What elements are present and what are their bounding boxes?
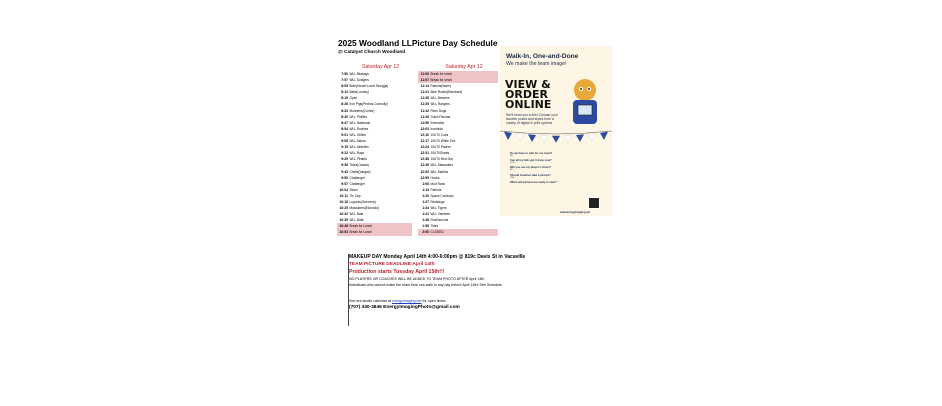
slot-time: 8:19 (341, 96, 348, 101)
slot-time: 1:41 (422, 212, 429, 217)
slot-time: 9:29 (341, 157, 348, 162)
team-name: WLL Marauders (430, 163, 454, 168)
slot-time: 8:05 (341, 84, 348, 89)
team-name: Marauders(Elizondo) (349, 206, 380, 211)
slot-time: 1:13 (422, 187, 429, 192)
faq-question: Do we have to wait for our team? (510, 152, 553, 155)
schedule-row (337, 229, 412, 235)
team-name: WLL Bluejays (349, 72, 369, 76)
slot-time: 10:04 (339, 187, 348, 192)
slot-time: 10:25 (339, 206, 348, 211)
slot-time: 8:12 (341, 90, 348, 95)
faq-question: Can all my kids get it done now? (510, 159, 552, 163)
team-name: Break for Lunch (349, 230, 373, 235)
faq-answer: NO (510, 155, 514, 157)
team-name: Storm (349, 187, 359, 192)
team-name: CLOSED (430, 230, 444, 235)
slot-time: 10:39 (339, 218, 348, 223)
schedule-column-right (418, 64, 498, 236)
team-name: WLL Yankees (430, 212, 450, 217)
slot-time: 1:06 (422, 181, 429, 186)
team-name: Blue Rocks(Eisenhart) (430, 90, 463, 95)
calendar-prefix: See are studio calendar at (349, 299, 392, 303)
slot-time: 11:21 (420, 90, 429, 95)
team-name: WLL Rays (349, 151, 365, 156)
slot-time: 9:50 (341, 175, 348, 180)
slot-time: 12:03 (420, 126, 429, 131)
team-name: Break for Lunch (349, 224, 373, 229)
team-name: WLL Nationals (349, 120, 371, 125)
team-name: Challenger (349, 181, 365, 186)
flyer-headline: Walk-In, One-and-Done (506, 53, 579, 60)
team-name: Tides (430, 224, 439, 229)
slot-time: 9:36 (341, 163, 348, 168)
slot-time: 1:48 (422, 218, 429, 223)
team-name: WLL Rockies (349, 126, 369, 131)
slot-time: 7:57 (341, 78, 348, 83)
slot-time: 10:18 (339, 199, 348, 204)
team-name: WLL Tigers (430, 206, 447, 211)
team-name: Space Cowboys (430, 193, 454, 198)
slot-time: 10:32 (339, 212, 348, 217)
team-name: 10U70Giants (430, 151, 450, 156)
faq-answer: NO (510, 169, 514, 172)
slot-time: 12:59 (420, 175, 429, 180)
team-name: 10U70 Cubs (430, 132, 449, 137)
team-name: Ballz(Looney) (349, 90, 369, 95)
flyer-faq (510, 152, 582, 185)
team-name: Ironbirds (430, 126, 443, 131)
promo-flyer (500, 46, 612, 216)
slot-time: 9:57 (341, 181, 348, 186)
production-notice: Production starts Tuesday April 15th!!! (349, 269, 445, 275)
column-heading: Saturday Apr 12 (361, 64, 400, 70)
calendar-suffix: for open times. (421, 299, 447, 303)
slot-time: 11:00 (420, 72, 429, 76)
team-name: 10U70 White Sox (430, 139, 456, 144)
team-name: WLL Dodgers (349, 78, 369, 83)
slot-time: 7:50 (341, 72, 348, 76)
team-name: Patriots(Ware) (430, 84, 451, 89)
makeup-day: MAKEUP DAY Monday April 14th 4:00-6:00pm @ 819c Davis St in Vacaville (349, 254, 526, 260)
slot-time: 12:31 (420, 151, 429, 156)
bunting-decoration (500, 129, 612, 143)
slot-time: 11:07 (420, 78, 429, 83)
team-name: Chiefs(Vargas) (349, 169, 371, 174)
slot-time: 11:28 (420, 96, 429, 101)
faq-answer: YES (510, 176, 515, 179)
team-name: Open (349, 96, 358, 101)
team-name: Break for lunch (430, 78, 452, 83)
qr-code-icon (588, 197, 600, 209)
team-name: WLL Pirates (349, 157, 367, 162)
big-line: ONLINE (505, 98, 552, 111)
team-name: Hooks (430, 175, 440, 180)
slot-time: 12:45 (420, 163, 429, 168)
slot-time: 9:43 (341, 169, 348, 174)
walk-in-note: Individuals who cannot make the team time can walk in any day before April 14th! See Schedule (349, 283, 502, 287)
team-name: River Dogs (430, 108, 447, 113)
team-name: Trash Pandas (430, 114, 451, 119)
team-name: Emeralds (430, 120, 444, 125)
slot-time: 12:38 (420, 157, 429, 162)
team-name: Break for lunch (430, 72, 452, 76)
slot-time: 9:22 (341, 151, 348, 156)
team-name: Mud Rods (430, 181, 446, 186)
slot-time: 9:15 (341, 145, 348, 150)
flyer-big-text (505, 80, 551, 110)
deadline-notice: TEAM PICTURE DEADLINE:April 14th (349, 262, 435, 267)
slot-time: 11:49 (420, 114, 429, 119)
team-name: Tides(Ocasio) (349, 163, 370, 168)
slot-time: 9:08 (341, 139, 348, 144)
team-name: Mudhens(Currier) (349, 108, 375, 113)
team-name: 10U70 Padres (430, 145, 451, 150)
slot-time: 12:17 (420, 139, 429, 144)
big-line: VIEW & (505, 78, 551, 91)
team-name: Patriots (430, 187, 442, 192)
team-name: Redwings (430, 199, 445, 204)
team-name: Bufu(Hower's and Sinuggs) (349, 84, 389, 89)
slot-time: 10:46 (339, 224, 348, 229)
column-heading: Saturday Apr 12 (445, 64, 483, 70)
slot-time: 8:47 (341, 120, 348, 125)
schedule-row (418, 229, 498, 235)
team-name: WLL Bats (349, 212, 364, 217)
slot-time: 10:53 (339, 230, 348, 235)
faq-question: Will you see my player's shoes? (510, 166, 552, 170)
team-name: WLL Astros (349, 139, 366, 144)
schedule-column-left (337, 64, 412, 236)
document-title: 2025 Woodland LLPicture Day Schedule (338, 38, 498, 48)
slot-time: 8:26 (341, 102, 348, 107)
team-name: WLL Orilles (349, 132, 366, 137)
flyer-subhead: We make the team image! (506, 61, 567, 67)
team-name: Rockhounds (430, 218, 449, 223)
team-name: 10U70 Red Sox (430, 157, 454, 162)
team-name: Lugnuts(Guerrera) (349, 199, 376, 204)
team-name: Iron Pigs(Pedros-Connolly) (349, 102, 388, 107)
slot-time: 1:20 (422, 193, 429, 198)
slot-time: 12:52 (420, 169, 429, 174)
team-name: WLL Rangers (430, 102, 450, 107)
team-name: WLL Athletics (349, 145, 369, 150)
slot-time: 11:42 (420, 108, 429, 113)
team-name: Tin Cap (349, 193, 361, 198)
team-name: WLL Bulls (349, 218, 364, 223)
big-line: ORDER (505, 88, 548, 101)
contact-line: (707) 340-3846 EnergyImagingPhoto@gmail.com (349, 305, 460, 310)
slot-time: 11:56 (420, 120, 429, 125)
slot-time: 9:01 (341, 132, 348, 137)
faq-question: Should Coaches take a picture? (510, 173, 551, 177)
slot-time: 8:40 (341, 114, 348, 119)
team-name: WLL Phillies (349, 114, 367, 119)
team-name: Challenger (349, 175, 365, 180)
slot-time: 12:24 (420, 145, 429, 150)
flyer-website: www.EnergyImaging.net (560, 211, 591, 214)
flyer-blurb: We'll send you a link! Choose your favorite poses and styles from a variety of digital & print options. (506, 113, 558, 126)
document-subtitle: @ Catalyst Church Woodland (338, 50, 406, 55)
slot-time: 8:54 (341, 126, 348, 131)
slot-time: 1:55 (422, 224, 429, 229)
info-block (349, 253, 609, 311)
faq-question: When will pictures be ready to view? (510, 180, 557, 184)
slot-time: 1:27 (422, 199, 429, 204)
slot-time: 1:34 (422, 206, 429, 211)
mascot-illustration (560, 72, 610, 130)
slot-time: 10:11 (339, 193, 348, 198)
slot-time: 8:33 (341, 108, 348, 113)
slot-time: 2:00 (422, 230, 429, 235)
slot-time: 11:14 (420, 84, 429, 89)
slot-time: 12:10 (420, 132, 429, 137)
team-name: WLL Brewers (430, 96, 450, 101)
team-name: WLL Marlins (430, 169, 449, 174)
slot-time: 11:35 (420, 102, 429, 107)
calendar-link[interactable]: energyimaging.net (391, 299, 422, 303)
no-adds-note: NO PLAYERS OR COACHES WILL BE ADDED TO TEAM PHOTO AFTER April 14th (349, 277, 485, 281)
faq-answer: YES (510, 162, 515, 165)
